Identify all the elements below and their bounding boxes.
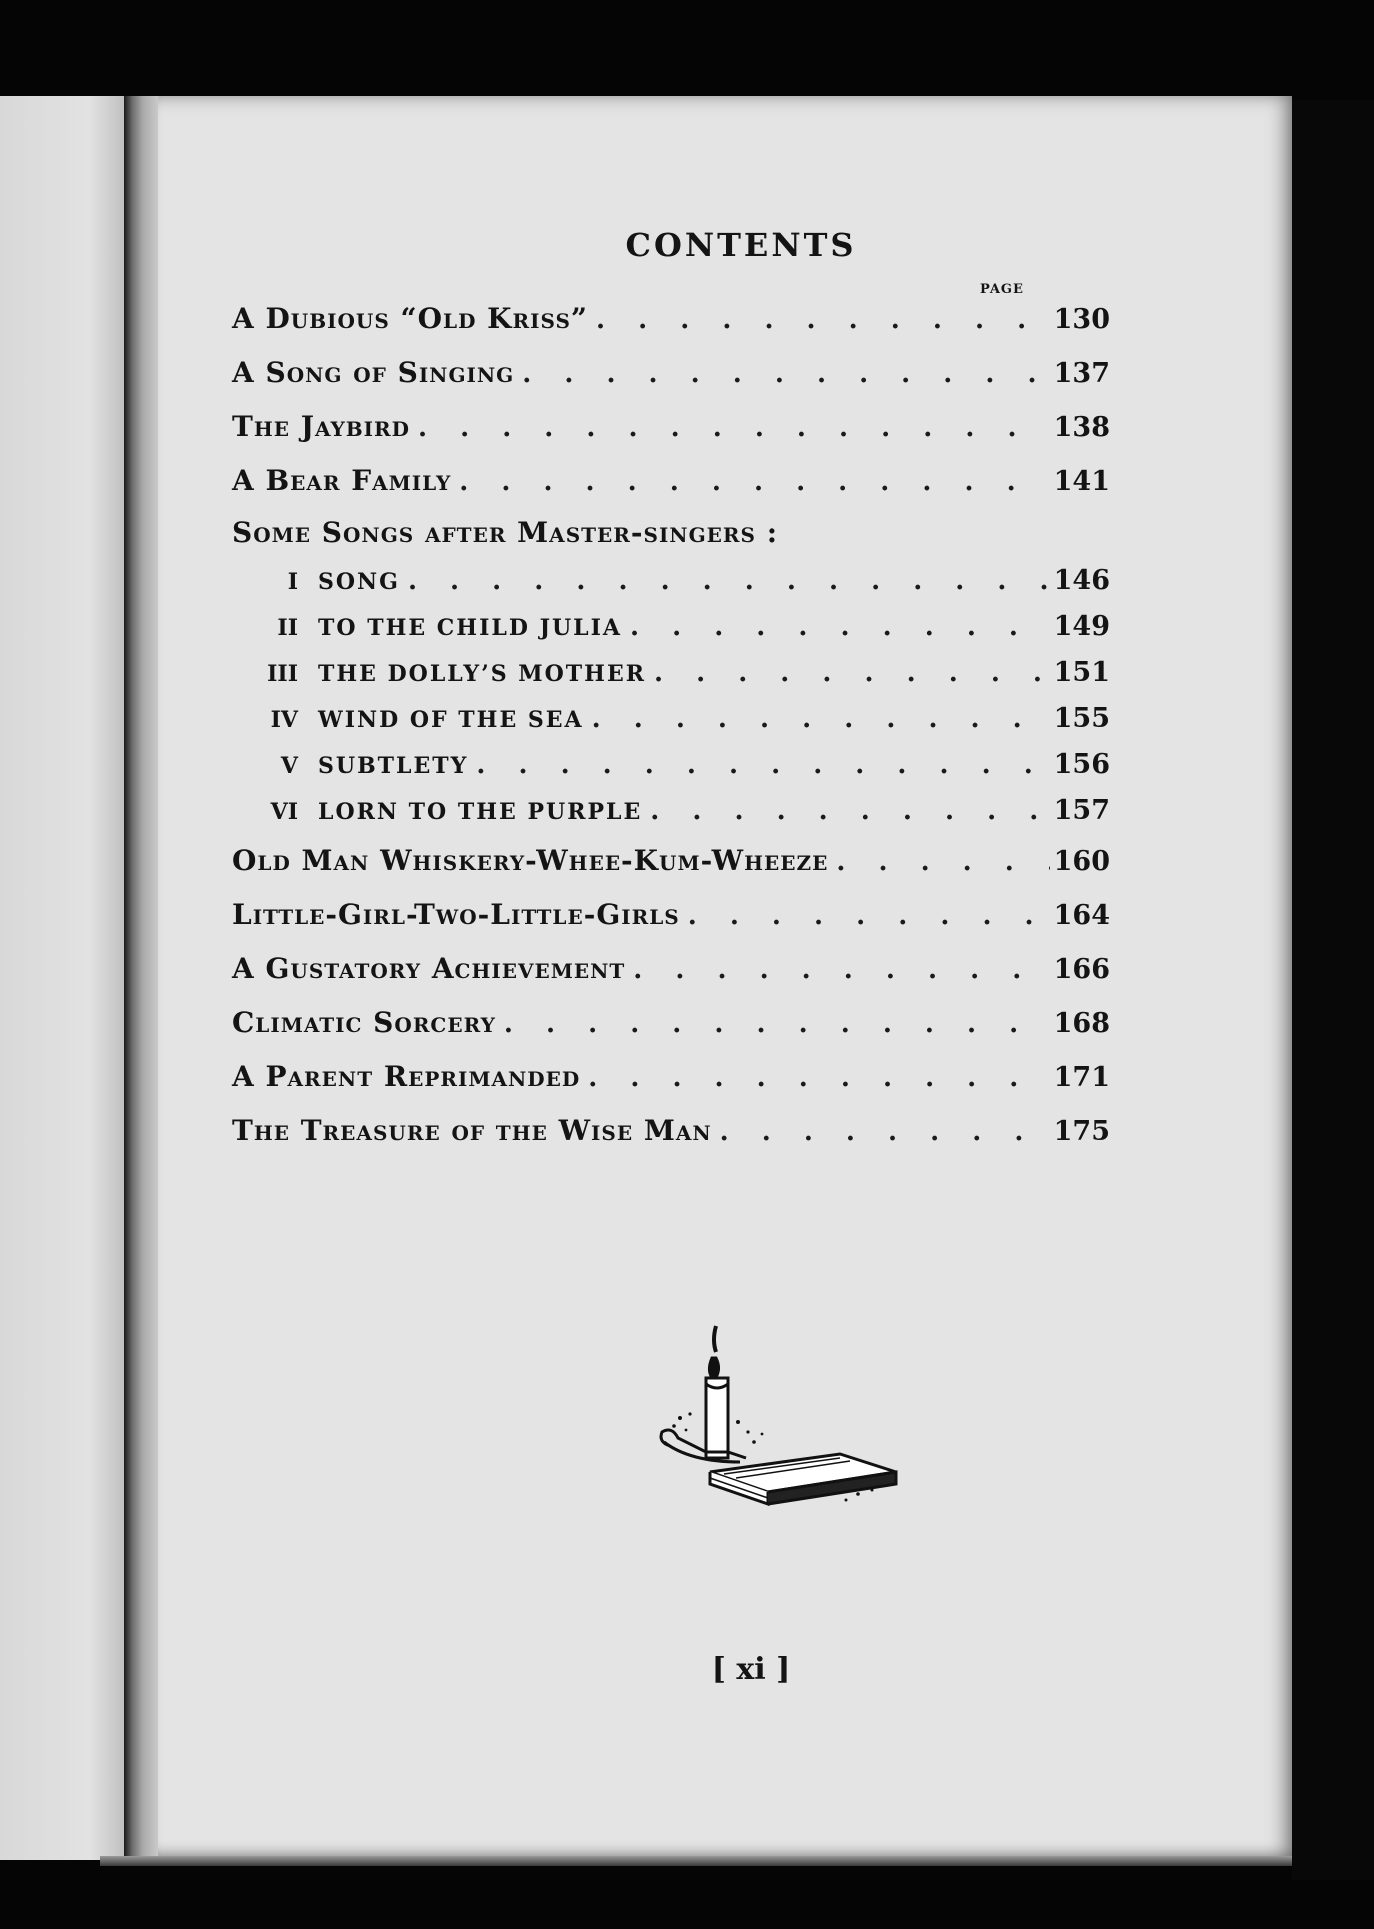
toc-entry xyxy=(232,888,1110,942)
book-page xyxy=(150,96,1292,1860)
toc-entry xyxy=(232,346,1110,400)
subentry-page: 149 xyxy=(1053,611,1110,642)
book-binding-gutter xyxy=(124,96,158,1860)
toc-entry-title: A Parent Reprimanded xyxy=(232,1060,581,1093)
toc-entry-page: 137 xyxy=(1053,358,1110,389)
toc-section xyxy=(232,508,1110,558)
leader-dots xyxy=(622,604,1050,650)
leader-dots xyxy=(680,889,1050,943)
subentry-title: LORN TO THE PURPLE xyxy=(318,799,643,825)
leader-dots xyxy=(468,742,1050,788)
toc-subentry xyxy=(232,696,1110,742)
subentry-page: 157 xyxy=(1053,795,1110,826)
leader-dots xyxy=(828,835,1050,889)
leader-dots xyxy=(400,558,1050,604)
toc-subentry xyxy=(232,742,1110,788)
contents-heading: CONTENTS xyxy=(625,226,857,264)
leader-dots xyxy=(451,455,1050,509)
toc-subentry xyxy=(232,604,1110,650)
toc-subentry xyxy=(232,650,1110,696)
toc-entry-title: A Dubious “Old Kriss” xyxy=(232,302,589,335)
table-of-contents xyxy=(232,292,1110,1158)
toc-entry xyxy=(232,1104,1110,1158)
leader-dots xyxy=(625,943,1050,997)
toc-section-title: Some Songs after Master-singers : xyxy=(232,516,779,549)
subentry-title: SUBTLETY xyxy=(318,753,469,779)
subentry-title: WIND OF THE SEA xyxy=(318,707,584,733)
toc-entry-page: 175 xyxy=(1053,1116,1110,1147)
page-bottom-edge xyxy=(100,1856,1292,1866)
toc-entry-title: Climatic Sorcery xyxy=(232,1006,496,1039)
subentry-number: VI xyxy=(270,799,298,825)
leader-dots xyxy=(712,1105,1050,1159)
toc-entry-title: A Song of Singing xyxy=(232,356,515,389)
toc-entry xyxy=(232,292,1110,346)
facing-page-edge xyxy=(0,96,128,1860)
subentry-number: III xyxy=(267,661,298,687)
toc-entry-title: A Bear Family xyxy=(232,464,452,497)
toc-entry-page: 160 xyxy=(1053,846,1110,877)
toc-entry xyxy=(232,942,1110,996)
toc-entry-page: 168 xyxy=(1053,1008,1110,1039)
toc-entry-title: The Jaybird xyxy=(232,410,410,443)
subentry-title: THE DOLLY’S MOTHER xyxy=(318,661,646,687)
toc-entry-page: 166 xyxy=(1053,954,1110,985)
subentry-page: 155 xyxy=(1053,703,1110,734)
leader-dots xyxy=(514,347,1050,401)
subentry-page: 156 xyxy=(1053,749,1110,780)
toc-entry-title: The Treasure of the Wise Man xyxy=(232,1114,712,1147)
leader-dots xyxy=(496,997,1050,1051)
leader-dots xyxy=(410,401,1050,455)
leader-dots xyxy=(588,293,1050,347)
toc-entry xyxy=(232,454,1110,508)
page-column-label: PAGE xyxy=(980,282,1024,297)
toc-subentry xyxy=(232,788,1110,834)
subentry-title: SONG xyxy=(318,569,400,595)
subentry-title: TO THE CHILD JULIA xyxy=(318,615,622,641)
toc-entry-page: 138 xyxy=(1053,412,1110,443)
toc-entry-page: 164 xyxy=(1053,900,1110,931)
scan-background xyxy=(1292,100,1374,1880)
subentry-number: II xyxy=(277,615,298,641)
page-folio: [ xi ] xyxy=(711,1652,791,1687)
toc-entry xyxy=(232,996,1110,1050)
subentry-page: 146 xyxy=(1053,565,1110,596)
leader-dots xyxy=(642,788,1050,834)
toc-entry-page: 171 xyxy=(1053,1062,1110,1093)
toc-subentry xyxy=(232,558,1110,604)
leader-dots xyxy=(584,696,1050,742)
toc-entry-title: Old Man Whiskery-Whee-Kum-Wheeze xyxy=(232,844,829,877)
toc-entry-title: Little-Girl-Two-Little-Girls xyxy=(232,898,680,931)
subentry-page: 151 xyxy=(1053,657,1110,688)
subentry-number: V xyxy=(280,753,298,779)
toc-entry-page: 141 xyxy=(1053,466,1110,497)
leader-dots xyxy=(580,1051,1050,1105)
subentry-number: IV xyxy=(270,707,298,733)
leader-dots xyxy=(646,650,1050,696)
toc-entry xyxy=(232,834,1110,888)
candle-and-book-vignette xyxy=(650,1322,910,1512)
subentry-number: I xyxy=(287,569,298,595)
toc-entry xyxy=(232,1050,1110,1104)
toc-entry xyxy=(232,400,1110,454)
toc-entry-title: A Gustatory Achievement xyxy=(232,952,626,985)
toc-entry-page: 130 xyxy=(1053,304,1110,335)
